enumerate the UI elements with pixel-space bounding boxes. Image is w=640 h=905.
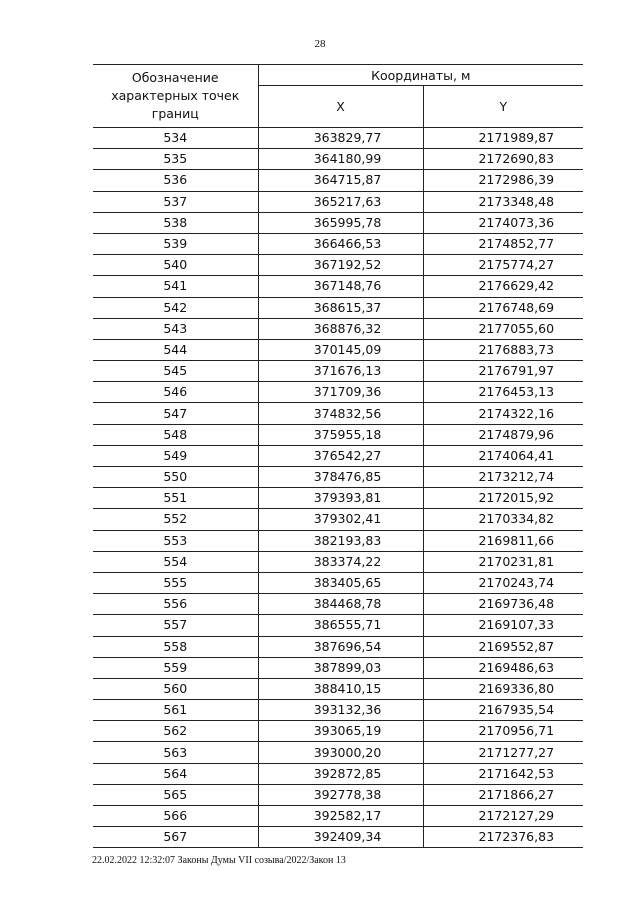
x-cell: 371709,36	[258, 382, 423, 403]
point-cell: 545	[93, 361, 258, 382]
point-cell: 544	[93, 339, 258, 360]
y-cell: 2174064,41	[423, 445, 583, 466]
point-cell: 549	[93, 445, 258, 466]
x-cell: 393000,20	[258, 742, 423, 763]
table-row	[93, 721, 583, 742]
y-cell: 2176883,73	[423, 339, 583, 360]
table-row	[93, 191, 583, 212]
y-cell: 2177055,60	[423, 318, 583, 339]
point-cell: 557	[93, 615, 258, 636]
x-cell: 383374,22	[258, 551, 423, 572]
point-cell: 538	[93, 212, 258, 233]
y-cell: 2172986,39	[423, 170, 583, 191]
y-cell: 2170231,81	[423, 551, 583, 572]
point-cell: 567	[93, 827, 258, 848]
point-cell: 548	[93, 424, 258, 445]
x-cell: 387696,54	[258, 636, 423, 657]
x-cell: 368615,37	[258, 297, 423, 318]
table-row	[93, 361, 583, 382]
point-cell: 540	[93, 255, 258, 276]
y-cell: 2167935,54	[423, 700, 583, 721]
table-row	[93, 806, 583, 827]
y-cell: 2171866,27	[423, 784, 583, 805]
point-cell: 565	[93, 784, 258, 805]
coordinates-table	[93, 64, 583, 848]
x-cell: 365217,63	[258, 191, 423, 212]
y-cell: 2171642,53	[423, 763, 583, 784]
y-cell: 2169336,80	[423, 678, 583, 699]
x-cell: 379393,81	[258, 488, 423, 509]
x-cell: 374832,56	[258, 403, 423, 424]
point-cell: 534	[93, 128, 258, 149]
x-cell: 392872,85	[258, 763, 423, 784]
point-cell: 555	[93, 572, 258, 593]
x-cell: 368876,32	[258, 318, 423, 339]
y-cell: 2173212,74	[423, 467, 583, 488]
table-row	[93, 170, 583, 191]
table-row	[93, 403, 583, 424]
table-row	[93, 784, 583, 805]
x-cell: 363829,77	[258, 128, 423, 149]
x-cell: 392778,38	[258, 784, 423, 805]
y-cell: 2171989,87	[423, 128, 583, 149]
table-row	[93, 615, 583, 636]
y-cell: 2173348,48	[423, 191, 583, 212]
point-cell: 554	[93, 551, 258, 572]
table-row	[93, 382, 583, 403]
table-row	[93, 445, 583, 466]
point-cell: 559	[93, 657, 258, 678]
table-body	[93, 128, 583, 848]
point-cell: 541	[93, 276, 258, 297]
point-cell: 536	[93, 170, 258, 191]
y-cell: 2174073,36	[423, 212, 583, 233]
footer-stamp: 22.02.2022 12:32:07 Законы Думы VII созыва/2022/Закон 13	[92, 855, 346, 866]
table-row	[93, 149, 583, 170]
point-cell: 563	[93, 742, 258, 763]
y-cell: 2169736,48	[423, 594, 583, 615]
x-cell: 365995,78	[258, 212, 423, 233]
table-row	[93, 572, 583, 593]
point-cell: 542	[93, 297, 258, 318]
table-row	[93, 212, 583, 233]
x-cell: 392409,34	[258, 827, 423, 848]
y-cell: 2171277,27	[423, 742, 583, 763]
table-row	[93, 530, 583, 551]
table-row	[93, 128, 583, 149]
table-row	[93, 763, 583, 784]
table-row	[93, 509, 583, 530]
y-cell: 2172690,83	[423, 149, 583, 170]
y-cell: 2176453,13	[423, 382, 583, 403]
point-cell: 543	[93, 318, 258, 339]
point-cell: 560	[93, 678, 258, 699]
point-cell: 547	[93, 403, 258, 424]
y-cell: 2174879,96	[423, 424, 583, 445]
x-cell: 367192,52	[258, 255, 423, 276]
x-cell: 367148,76	[258, 276, 423, 297]
point-cell: 562	[93, 721, 258, 742]
table-row	[93, 339, 583, 360]
table-row	[93, 827, 583, 848]
table-row	[93, 467, 583, 488]
y-cell: 2169811,66	[423, 530, 583, 551]
y-cell: 2172015,92	[423, 488, 583, 509]
x-cell: 388410,15	[258, 678, 423, 699]
table-row	[93, 297, 583, 318]
x-cell: 387899,03	[258, 657, 423, 678]
y-cell: 2176791,97	[423, 361, 583, 382]
y-cell: 2175774,27	[423, 255, 583, 276]
y-cell: 2169486,63	[423, 657, 583, 678]
x-cell: 364180,99	[258, 149, 423, 170]
y-cell: 2172127,29	[423, 806, 583, 827]
x-cell: 383405,65	[258, 572, 423, 593]
point-cell: 550	[93, 467, 258, 488]
point-cell: 552	[93, 509, 258, 530]
point-cell: 556	[93, 594, 258, 615]
x-cell: 364715,87	[258, 170, 423, 191]
x-cell: 386555,71	[258, 615, 423, 636]
header-point-designation: Обозначение характерных точек границ	[93, 65, 258, 128]
table-row	[93, 424, 583, 445]
y-cell: 2169552,87	[423, 636, 583, 657]
x-cell: 379302,41	[258, 509, 423, 530]
y-cell: 2170956,71	[423, 721, 583, 742]
table-row	[93, 318, 583, 339]
y-cell: 2176629,42	[423, 276, 583, 297]
table-row	[93, 255, 583, 276]
header-y: Y	[423, 86, 583, 128]
point-cell: 546	[93, 382, 258, 403]
header-coordinates: Координаты, м	[258, 65, 583, 86]
x-cell: 375955,18	[258, 424, 423, 445]
table-row	[93, 276, 583, 297]
x-cell: 384468,78	[258, 594, 423, 615]
point-cell: 564	[93, 763, 258, 784]
table-row	[93, 742, 583, 763]
table-row	[93, 233, 583, 254]
y-cell: 2170334,82	[423, 509, 583, 530]
x-cell: 376542,27	[258, 445, 423, 466]
y-cell: 2174322,16	[423, 403, 583, 424]
table-row	[93, 636, 583, 657]
point-cell: 535	[93, 149, 258, 170]
x-cell: 393065,19	[258, 721, 423, 742]
point-cell: 558	[93, 636, 258, 657]
point-cell: 566	[93, 806, 258, 827]
x-cell: 366466,53	[258, 233, 423, 254]
point-cell: 537	[93, 191, 258, 212]
x-cell: 393132,36	[258, 700, 423, 721]
header-x: X	[258, 86, 423, 128]
point-cell: 539	[93, 233, 258, 254]
y-cell: 2170243,74	[423, 572, 583, 593]
y-cell: 2174852,77	[423, 233, 583, 254]
x-cell: 392582,17	[258, 806, 423, 827]
table-row	[93, 551, 583, 572]
table-row	[93, 678, 583, 699]
table-row	[93, 594, 583, 615]
page-number: 28	[314, 38, 326, 50]
table-row	[93, 700, 583, 721]
y-cell: 2169107,33	[423, 615, 583, 636]
y-cell: 2172376,83	[423, 827, 583, 848]
x-cell: 382193,83	[258, 530, 423, 551]
y-cell: 2176748,69	[423, 297, 583, 318]
table-row	[93, 488, 583, 509]
point-cell: 551	[93, 488, 258, 509]
x-cell: 378476,85	[258, 467, 423, 488]
table-row	[93, 657, 583, 678]
point-cell: 561	[93, 700, 258, 721]
point-cell: 553	[93, 530, 258, 551]
x-cell: 371676,13	[258, 361, 423, 382]
x-cell: 370145,09	[258, 339, 423, 360]
